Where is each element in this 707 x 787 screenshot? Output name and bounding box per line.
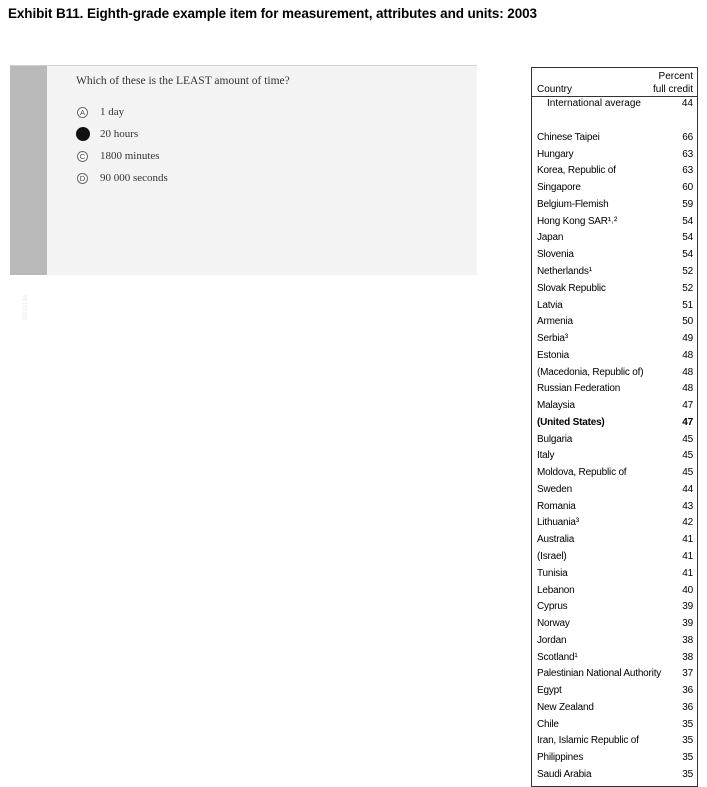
country-name: Sweden	[537, 483, 572, 495]
item-card	[10, 65, 477, 320]
country-name: Korea, Republic of	[537, 165, 616, 177]
option-c	[77, 148, 160, 164]
table-row	[537, 699, 693, 716]
percent-value: 41	[682, 551, 693, 563]
table-row	[537, 163, 693, 180]
percent-value: 43	[682, 500, 693, 512]
table-row	[537, 330, 693, 347]
country-name: Philippines	[537, 752, 584, 764]
percent-value: 54	[682, 249, 693, 261]
table-row	[537, 749, 693, 766]
country-name: Singapore	[537, 182, 581, 194]
table-row	[537, 146, 693, 163]
table-row	[537, 448, 693, 465]
percent-value: 45	[682, 433, 693, 445]
percent-value: 41	[682, 534, 693, 546]
percent-value: 36	[682, 685, 693, 697]
table-row	[537, 280, 693, 297]
percent-value: 66	[682, 131, 693, 143]
international-average-row	[547, 98, 693, 112]
percent-value: 37	[682, 668, 693, 680]
country-name: Hungary	[537, 148, 574, 160]
country-name: Scotland¹	[537, 651, 578, 663]
table-row	[537, 666, 693, 683]
country-name: Italy	[537, 450, 555, 462]
percent-value: 38	[682, 634, 693, 646]
percent-value: 44	[682, 483, 693, 495]
percent-value: 63	[682, 148, 693, 160]
percent-value: 35	[682, 718, 693, 730]
results-table	[531, 67, 698, 787]
country-name: Serbia³	[537, 333, 568, 345]
table-row	[537, 716, 693, 733]
percent-value: 42	[682, 517, 693, 529]
option-d-circle: D	[77, 173, 88, 184]
value-header-line1: Percent	[658, 71, 693, 82]
country-name: New Zealand	[537, 701, 594, 713]
table-row	[537, 246, 693, 263]
table-row	[537, 615, 693, 632]
percent-value: 48	[682, 383, 693, 395]
option-b-selected-circle	[76, 127, 90, 141]
table-row	[537, 263, 693, 280]
country-name: Iran, Islamic Republic of	[537, 735, 639, 747]
country-name: Armenia	[537, 316, 573, 328]
percent-value: 48	[682, 349, 693, 361]
option-c-circle: C	[77, 151, 88, 162]
percent-value: 40	[682, 584, 693, 596]
country-name: (United States)	[537, 416, 605, 428]
table-row	[537, 498, 693, 515]
percent-value: 39	[682, 601, 693, 613]
percent-value: 52	[682, 282, 693, 294]
value-header-line2: full credit	[652, 84, 693, 95]
country-rows	[537, 129, 693, 783]
table-row	[537, 548, 693, 565]
percent-value: 47	[682, 400, 693, 412]
table-row	[537, 213, 693, 230]
country-name: Palestinian National Authority	[537, 668, 662, 680]
percent-value: 48	[682, 366, 693, 378]
international-average-label: International average	[547, 98, 641, 109]
table-row	[537, 129, 693, 146]
country-name: Japan	[537, 232, 564, 244]
percent-value: 49	[682, 333, 693, 345]
table-row	[537, 179, 693, 196]
table-row	[537, 632, 693, 649]
percent-value: 45	[682, 467, 693, 479]
table-row	[537, 733, 693, 750]
percent-value: 51	[682, 299, 693, 311]
country-name: Lebanon	[537, 584, 575, 596]
option-a-text: 1 day	[100, 106, 125, 118]
country-name: Russian Federation	[537, 383, 621, 395]
country-name: Latvia	[537, 299, 563, 311]
percent-value: 60	[682, 182, 693, 194]
country-header: Country	[537, 84, 573, 95]
table-row	[537, 230, 693, 247]
percent-value: 35	[682, 752, 693, 764]
percent-value: 63	[682, 165, 693, 177]
option-a-circle: A	[77, 107, 88, 118]
percent-value: 38	[682, 651, 693, 663]
percent-value: 35	[682, 768, 693, 780]
item-strip	[10, 66, 47, 275]
table-row	[537, 464, 693, 481]
country-name: Jordan	[537, 634, 567, 646]
country-name: Estonia	[537, 349, 569, 361]
percent-value: 54	[682, 215, 693, 227]
percent-value: 59	[682, 198, 693, 210]
table-row	[537, 380, 693, 397]
country-name: Netherlands¹	[537, 266, 592, 277]
question-text: Which of these is the LEAST amount of time?	[76, 75, 290, 87]
percent-value: 52	[682, 266, 693, 277]
table-row	[537, 582, 693, 599]
percent-value: 36	[682, 701, 693, 713]
table-row	[537, 565, 693, 582]
country-name: (Israel)	[537, 551, 567, 563]
table-row	[537, 531, 693, 548]
percent-value: 41	[682, 567, 693, 579]
country-name: Bulgaria	[537, 433, 573, 445]
country-name: Slovenia	[537, 249, 574, 261]
country-name: Belgium-Flemish	[537, 198, 609, 210]
option-d-text: 90 000 seconds	[100, 172, 168, 184]
country-name: Chinese Taipei	[537, 131, 600, 143]
table-row	[537, 297, 693, 314]
country-name: Chile	[537, 718, 559, 730]
country-name: Romania	[537, 500, 576, 512]
table-row	[537, 766, 693, 783]
country-name: Australia	[537, 534, 575, 546]
country-name: Slovak Republic	[537, 282, 606, 294]
international-average-value: 44	[681, 98, 693, 109]
item-code: M022186	[23, 294, 29, 320]
percent-value: 54	[682, 232, 693, 244]
country-name: Norway	[537, 618, 570, 630]
table-row	[537, 397, 693, 414]
table-row	[537, 431, 693, 448]
country-name: Egypt	[537, 685, 562, 697]
table-row	[537, 481, 693, 498]
country-name: Tunisia	[537, 567, 568, 579]
country-name: Cyprus	[537, 601, 568, 613]
percent-value: 50	[682, 316, 693, 328]
value-header	[653, 70, 693, 96]
table-row	[537, 682, 693, 699]
table-row	[537, 414, 693, 431]
table-row	[537, 347, 693, 364]
table-row	[537, 364, 693, 381]
table-row	[537, 598, 693, 615]
country-name: Hong Kong SAR¹˒²	[537, 215, 618, 227]
exhibit-title: Exhibit B11. Eighth-grade example item for measurement, attributes and units: 2003	[8, 6, 537, 21]
option-a	[77, 104, 124, 120]
table-row	[537, 313, 693, 330]
percent-value: 45	[682, 450, 693, 462]
country-name: (Macedonia, Republic of)	[537, 366, 644, 378]
percent-value: 39	[682, 618, 693, 630]
table-row	[537, 649, 693, 666]
option-d	[77, 170, 168, 186]
table-row	[537, 196, 693, 213]
country-name: Malaysia	[537, 400, 575, 412]
option-b	[77, 126, 138, 142]
header-divider	[532, 96, 697, 97]
country-name: Lithuania³	[537, 517, 579, 529]
option-b-text: 20 hours	[100, 128, 139, 140]
country-name: Moldova, Republic of	[537, 467, 627, 479]
percent-value: 35	[682, 735, 693, 747]
percent-value: 47	[682, 416, 693, 428]
country-name: Saudi Arabia	[537, 768, 592, 780]
option-c-text: 1800 minutes	[100, 150, 160, 162]
table-row	[537, 515, 693, 532]
